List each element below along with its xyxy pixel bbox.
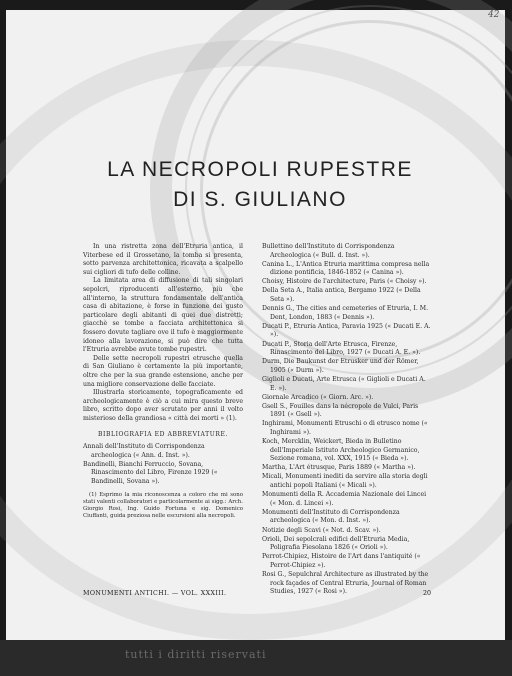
corner-page-mark: 42 (488, 10, 500, 20)
bibliography-entry: Rosi G., Sepulchral Architecture as illustrated by the rock façades of Central Etruria, Journal of Roman Studies, 1927 (« Rosi »). (262, 570, 429, 596)
bibliography-entry: Monumenti dell'Instituto di Corrispondenza archeologica (« Mon. d. Inst. »). (262, 508, 400, 525)
footnote: (1) Esprimo la mia riconoscenza a coloro che mi sono stati valenti collaboratori e particolarmente ai sigg.: Arch. Giorgio Rosi, Ing. Guido Fortuna e sig. Domenico Ciuffanti, guida preziosa nelle escursioni alla necropoli. (83, 491, 243, 520)
bibliography-entry: Annali dell'Instituto di Corrispondenza archeologica (« Ann. d. Inst. »). (83, 443, 205, 459)
bibliography-entry: Koch, Mercklin, Weickert, Bieda in Bulletino dell'Imperiale Istituto Archeologico Germanico, Sezione romana, vol. XXX, 1915 (« Bieda »). (262, 438, 420, 463)
bibliography-entry: Micali, Monumenti inediti da servire alla storia degli antichi popoli Italiani (« Micali »). (262, 473, 428, 490)
bibliography-heading: BIBLIOGRAFIA ED ABBREVIATURE. (98, 431, 228, 439)
bibliography-entry: Durm, Die Baukunst der Etrusker und der Römer, 1905 (« Durm »). (262, 358, 419, 374)
bibliography-entry: Ducati P., Storia dell'Arte Etrusca, Firenze, Rinascimento del Libro, 1927 (« Ducati A. E. »). (262, 340, 421, 357)
bibliography-entry: Dennis G., The cities and cemeteries of Etruria, I. M. Dent, London, 1883 (« Dennis »). (262, 305, 429, 321)
bibliography-entry: Giglioli e Ducati, Arte Etrusca (« Giglioli e Ducati A. E. »). (262, 375, 426, 392)
right-column (262, 243, 432, 597)
title-line-1: LA NECROPOLI RUPESTRE (107, 158, 413, 181)
rights-stamp: tutti i diritti riservati (125, 648, 267, 661)
bibliography-entry: Della Seta A., Italia antica, Bergamo 1922 (« Della Seta »). (262, 287, 421, 304)
bibliography-entry: Canina L., L'Antica Etruria marittima compresa nella dizione pontificia, 1846-1852 (« Canina »). (262, 260, 430, 277)
bibliography-entry: Ducati P., Etruria Antica, Paravia 1925 (« Ducati E. A. »). (262, 322, 431, 339)
title-line-2: DI S. GIULIANO (173, 188, 347, 211)
left-column (83, 243, 243, 520)
bibliography-entry: Monumenti della R. Accademia Nazionale dei Lincei (« Mon. d. Lincei »). (262, 491, 427, 507)
intro-paragraph: Delle sette necropoli rupestri etrusche quella di San Giuliano è certamente la più importante, oltre che per la sua grande estensione, anche per una migliore conservazione delle facciate. (83, 354, 243, 388)
intro-paragraph: La limitata area di diffusione di tali singolari sepolcri, riproducenti all'esterno, più che all'interno, la struttura fondamentale dell'antica casa di abitazione, è forse in funzione dei gusto particolare degli abitanti di quei due distretti; giacchè se tombe a facciata architettonica si fossero dovute tagliare ove il tufo è maggiormente idoneo alla lavorazione, si può dire che tutta l'Etruria avrebbe avute tombe rupestri. (83, 277, 243, 354)
bibliography-entry: Notizie degli Scavi (« Not. d. Scav. »). (262, 526, 381, 534)
bibliography-entry: Orioli, Dei sepolcrali edifici dell'Etruria Media, Poligrafia Fiesolana 1826 (« Orioli »). (262, 535, 410, 552)
bibliography-entry: Gsell S., Fouilles dans la nécropole de Vulci, Paris 1891 (« Gsell »). (262, 402, 419, 419)
bibliography-entry: Giornale Arcadico (« Giorn. Arc. »). (262, 393, 374, 401)
bibliography-entry: Inghirami, Monumenti Etruschi o di etrusco nome (« Inghirami »). (262, 420, 428, 436)
bibliography-entry: Perrot-Chipiez, Histoire de l'Art dans l'antiquité (« Perrot-Chipiez »). (262, 553, 421, 569)
bibliography-entry: Bullettino dell'Instituto di Corrispondenza Archeologica (« Bull. d. Inst. »). (262, 243, 395, 259)
intro-paragraph: Illustrarla storicamente, topograficamente ed archeologicamente è ciò a cui mira questo breve libro, scritto dopo aver scrutato per anni il volto misterioso della grandiosa « città dei morti » (1). (83, 389, 243, 422)
intro-paragraph: In una ristretta zona dell'Etruria antica, il Viterbese ed il Grossetano, la tomba si presenta, sotto parvenza architettonica, ricavata a scalpello sui cigliori di tufo delle colline. (83, 243, 243, 276)
bibliography-entry: Bandinelli, Bianchi Ferruccio, Sovana, Rinascimento del Libro, Firenze 1929 (« Bandinelli, Sovana »). (83, 460, 218, 485)
bibliography-entry: Choisy, Histoire de l'architecture, Paris (« Choisy »). (262, 278, 427, 286)
bibliography-entry: Martha, L'Art étrusque, Paris 1889 (« Martha »). (262, 464, 416, 472)
page-number: 20 (423, 590, 432, 597)
journal-footer: MONUMENTI ANTICHI. — VOL. XXXIII. (83, 590, 227, 597)
